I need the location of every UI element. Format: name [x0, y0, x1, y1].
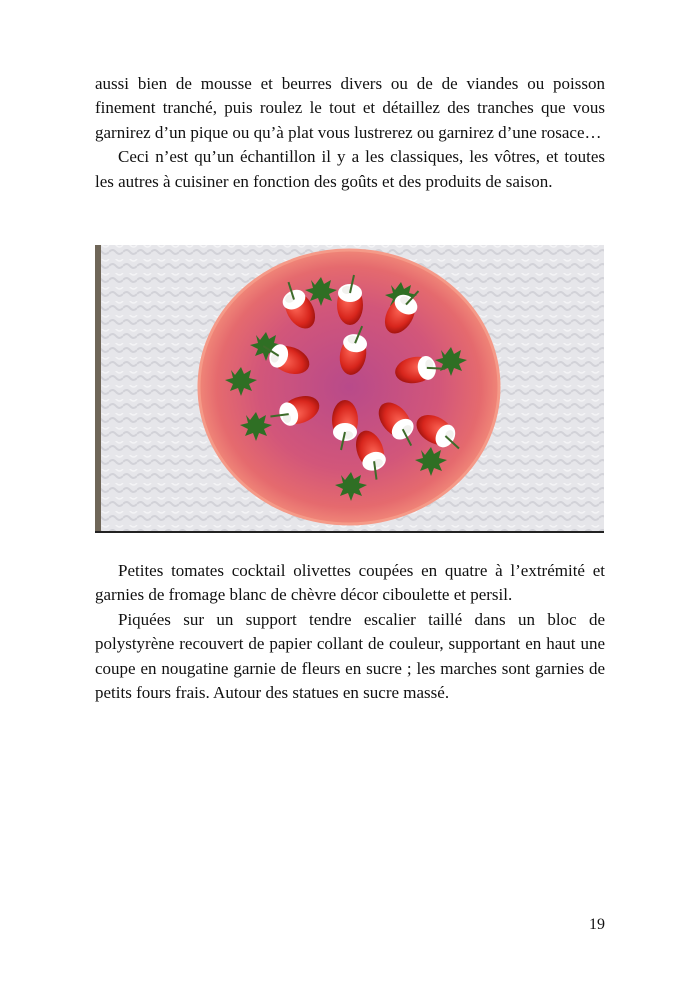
- paragraph-tomatoes-caption: Petites tomates cocktail olivettes coupées en quatre à l’extrémité et garnies de fromage blanc de chèvre décor ciboulette et persil.: [95, 561, 605, 605]
- bottom-text-block: [95, 559, 605, 705]
- stuffed-tomatoes-illustration: [95, 245, 604, 532]
- stuffed-tomatoes-photo: [95, 245, 604, 532]
- top-text-block: [95, 72, 605, 194]
- page-number: 19: [589, 916, 605, 933]
- paragraph-staircase-display: Piquées sur un support tendre escalier taillé dans un bloc de polystyrène recouvert de papier collant de couleur, supportant en haut une coupe en nougatine garnie de fleurs en sucre ; les marches sont garnies de petits fours frais. Autour des statues en sucre massé.: [95, 609, 605, 703]
- photo-divider: [95, 531, 604, 533]
- paragraph-continuation: aussi bien de mousse et beurres divers ou de de viandes ou poisson finement tranché, puis roulez le tout et détaillez des tranches que vous garnirez d’un pique ou qu’à plat vous lustrerez ou garnirez d’une rosace…: [95, 74, 605, 142]
- paragraph-sample-note: Ceci n’est qu’un échantillon il y a les classiques, les vôtres, et toutes les autres à cuisiner en fonction des goûts et des produits de saison.: [95, 147, 605, 191]
